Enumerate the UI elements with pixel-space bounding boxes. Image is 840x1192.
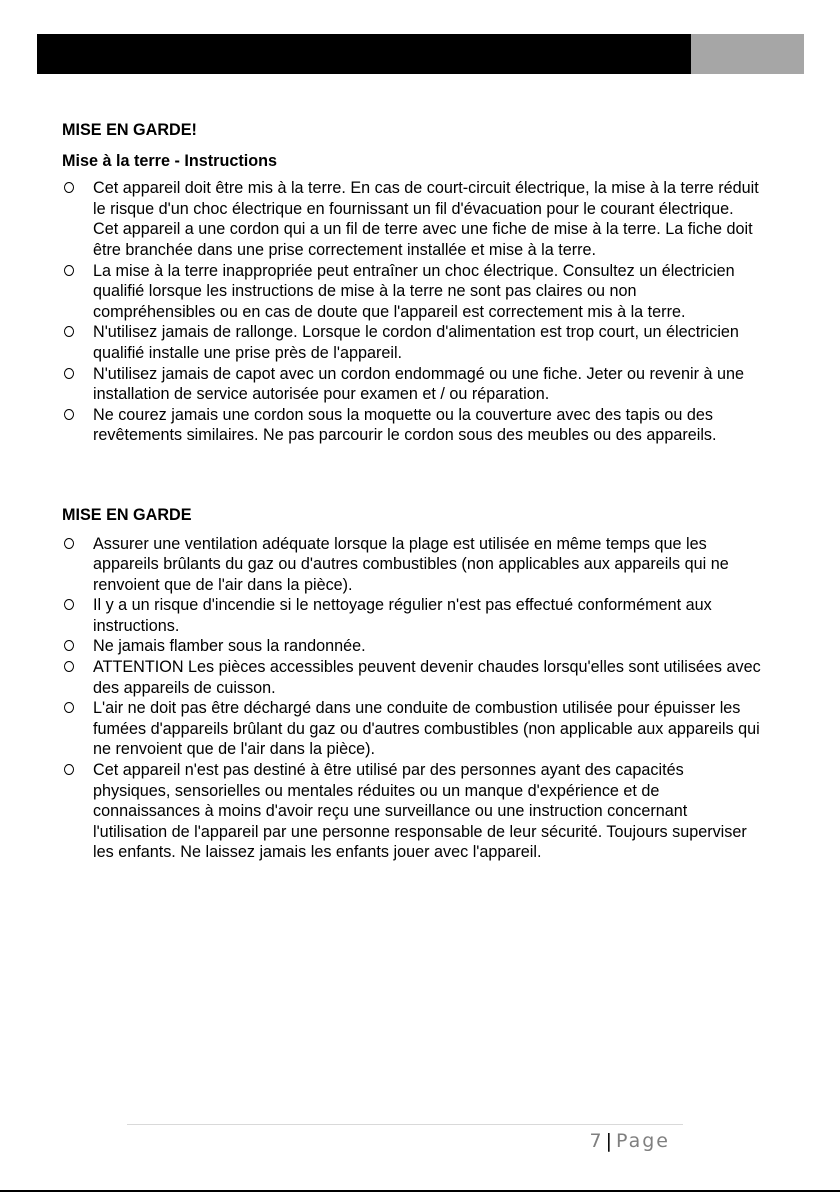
list-item: L'air ne doit pas être déchargé dans une conduite de combustion utilisée pour épuisser les fumées d'appareils brûlant du gaz ou d'autres combustibles (non applicable aux appareils qui ne renvoient que de l'air dans la pièce). <box>62 698 762 760</box>
circle-bullet-icon <box>64 182 74 193</box>
circle-bullet-icon <box>64 265 74 276</box>
section-1-title: MISE EN GARDE! <box>62 121 197 139</box>
list-item: ATTENTION Les pièces accessibles peuvent devenir chaudes lorsqu'elles sont utilisées avec des appareils de cuisson. <box>62 657 762 698</box>
list-item: Cet appareil n'est pas destiné à être utilisé par des personnes ayant des capacités physiques, sensorielles ou mentales réduites ou un manque d'expérience et de connaissances à moins d'avoir reçu une surveillance ou une instruction concernant l'utilisation de l'appareil par une personne responsable de leur sécurité. Toujours superviser les enfants. Ne laissez jamais les enfants jouer avec l'appareil. <box>62 760 762 863</box>
circle-bullet-icon <box>64 764 74 775</box>
page-content <box>62 120 762 863</box>
section-grounding <box>62 120 762 446</box>
list-item: N'utilisez jamais de capot avec un cordon endommagé ou une fiche. Jeter ou revenir à une installation de service autorisée pour examen et / ou réparation. <box>62 364 762 405</box>
list-item: Assurer une ventilation adéquate lorsque la plage est utilisée en même temps que les appareils brûlants du gaz ou d'autres combustibles (non applicables aux appareils qui ne renvoient que de l'air dans la pièce). <box>62 534 762 596</box>
circle-bullet-icon <box>64 640 74 651</box>
circle-bullet-icon <box>64 326 74 337</box>
circle-bullet-icon <box>64 368 74 379</box>
list-item: La mise à la terre inappropriée peut entraîner un choc électrique. Consultez un électricien qualifié lorsque les instructions de mise à la terre ne sont pas claires ou non compréhensibles ou en cas de doute que l'appareil est correctement mis à la terre. <box>62 261 762 323</box>
circle-bullet-icon <box>64 661 74 672</box>
list-item: N'utilisez jamais de rallonge. Lorsque le cordon d'alimentation est trop court, un électricien qualifié installe une prise près de l'appareil. <box>62 322 762 363</box>
circle-bullet-icon <box>64 538 74 549</box>
section-warning <box>62 505 762 863</box>
circle-bullet-icon <box>64 599 74 610</box>
section-1-subtitle: Mise à la terre - Instructions <box>62 151 277 170</box>
list-item: Cet appareil doit être mis à la terre. En cas de court-circuit électrique, la mise à la terre réduit le risque d'un choc électrique en fournissant un fil d'évacuation pour le courant électrique. Cet appareil a une cordon qui a un fil de terre avec une fiche de mise à la terre. La fiche doit être branchée dans une prise correctement installée et mise à la terre. <box>62 178 762 260</box>
header-bar <box>37 34 691 74</box>
footer-divider <box>127 1124 683 1125</box>
page-number: 7 | Page <box>589 1130 670 1152</box>
circle-bullet-icon <box>64 409 74 420</box>
section-2-title: MISE EN GARDE <box>62 505 192 524</box>
list-item: Il y a un risque d'incendie si le nettoyage régulier n'est pas effectué conformément aux instructions. <box>62 595 762 636</box>
list-item: Ne jamais flamber sous la randonnée. <box>62 636 762 657</box>
section-2-list <box>62 534 762 864</box>
header-tab <box>691 34 804 74</box>
section-1-list <box>62 178 762 446</box>
list-item: Ne courez jamais une cordon sous la moquette ou la couverture avec des tapis ou des revêtements similaires. Ne pas parcourir le cordon sous des meubles ou des appareils. <box>62 405 762 446</box>
circle-bullet-icon <box>64 702 74 713</box>
